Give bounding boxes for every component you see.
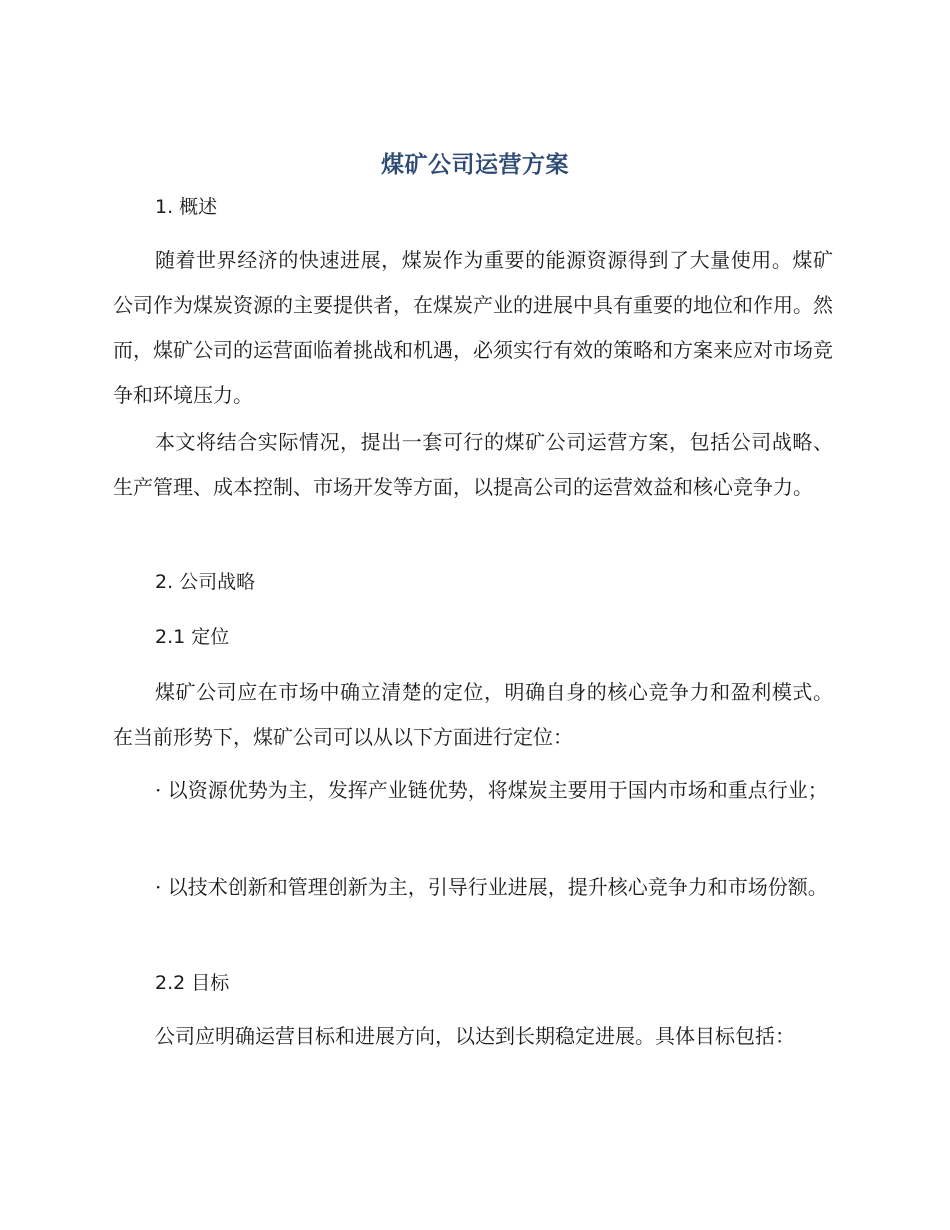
subsection-heading-goals: 2.2 目标 [155, 972, 230, 994]
section-2-2-paragraph [113, 1014, 833, 1059]
section-1-paragraph-1 [113, 238, 833, 418]
bullet-item: · 以技术创新和管理创新为主，引导行业进展，提升核心竞争力和市场份额。 [155, 875, 828, 899]
section-2 [113, 568, 833, 596]
section-2-2 [113, 969, 833, 997]
bullet-item: · 以资源优势为主，发挥产业链优势，将煤炭主要用于国内市场和重点行业； [155, 778, 828, 802]
paragraph: 本文将结合实际情况，提出一套可行的煤矿公司运营方案，包括公司战略、生产管理、成本控制、市场开发等方面，以提高公司的运营效益和核心竞争力。 [113, 430, 833, 499]
paragraph: 公司应明确运营目标和进展方向，以达到长期稳定进展。具体目标包括： [155, 1024, 795, 1048]
paragraph: 煤矿公司应在市场中确立清楚的定位，明确自身的核心竞争力和盈利模式。在当前形势下，煤矿公司可以从以下方面进行定位： [113, 680, 833, 749]
section-heading-overview: 1. 概述 [155, 196, 218, 218]
section-2-1-paragraph [113, 670, 833, 760]
section-1 [113, 193, 833, 221]
section-1-paragraph-2 [113, 420, 833, 510]
section-2-1-bullet-2 [113, 865, 833, 910]
section-2-1 [113, 623, 833, 651]
section-2-1-bullet-1 [113, 768, 833, 813]
paragraph: 随着世界经济的快速进展，煤炭作为重要的能源资源得到了大量使用。煤矿公司作为煤炭资源的主要提供者，在煤炭产业的进展中具有重要的地位和作用。然而，煤矿公司的运营面临着挑战和机遇，必须实行有效的策略和方案来应对市场竞争和环境压力。 [113, 248, 833, 407]
document-title: 煤矿公司运营方案 [381, 152, 569, 178]
subsection-heading-positioning: 2.1 定位 [155, 626, 230, 648]
section-heading-strategy: 2. 公司战略 [155, 571, 256, 593]
